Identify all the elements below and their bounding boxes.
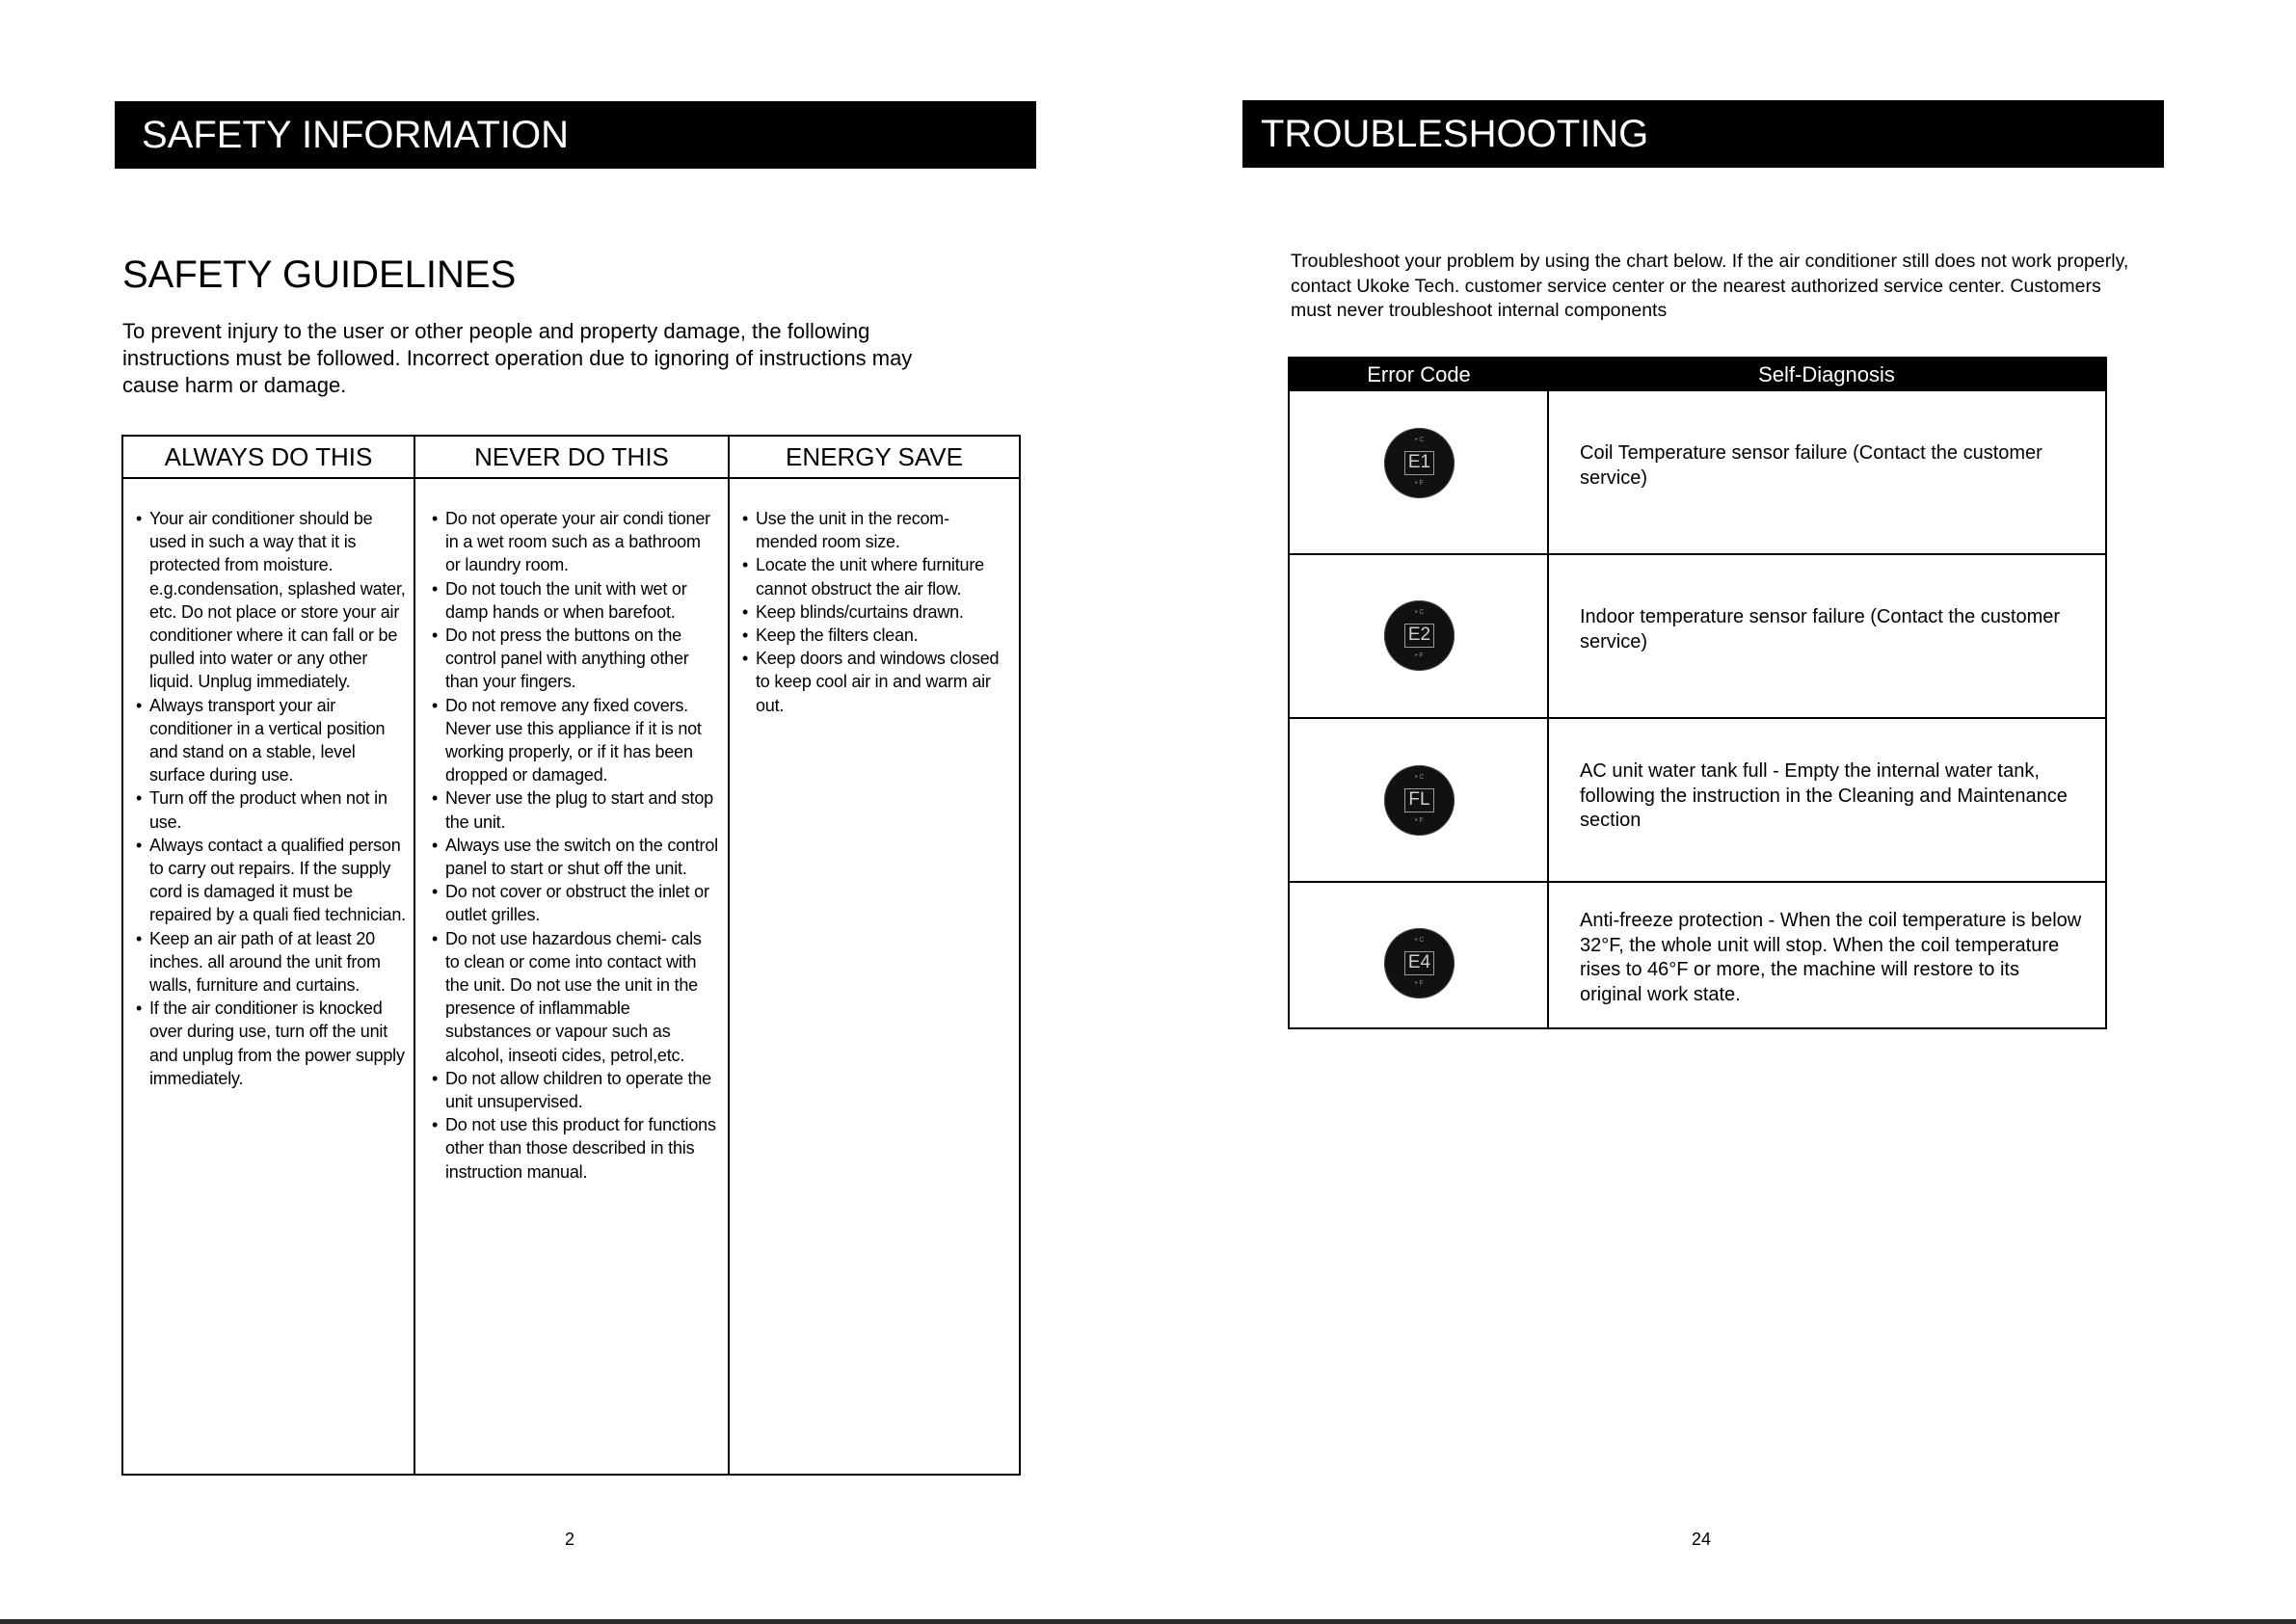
error-code-cell bbox=[1290, 391, 1547, 553]
celsius-indicator: • C bbox=[1415, 937, 1425, 944]
error-code-display: FL bbox=[1404, 788, 1434, 812]
list-item: • Do not use this product for functions other than those described in this instruction manual. bbox=[432, 1115, 716, 1182]
column-heading: NEVER DO THIS bbox=[415, 437, 728, 479]
display-panel-icon bbox=[1384, 428, 1455, 498]
bullet-list bbox=[136, 507, 406, 1090]
celsius-indicator: • C bbox=[1415, 437, 1425, 443]
fahrenheit-indicator: • F bbox=[1415, 480, 1424, 487]
list-item: • Keep an air path of at least 20 inches. all around the unit from walls, furniture and curtains. bbox=[136, 928, 381, 996]
list-item: • Keep blinds/curtains drawn. bbox=[742, 601, 964, 622]
celsius-indicator: • C bbox=[1415, 609, 1425, 616]
troubleshooting-banner: TROUBLESHOOTING bbox=[1242, 100, 2164, 168]
diagnosis-text: AC unit water tank full - Empty the internal water tank, following the instruction in the Cleaning and Maintenance section bbox=[1580, 760, 2068, 831]
fahrenheit-indicator: • F bbox=[1415, 980, 1424, 987]
bullet-list bbox=[742, 507, 1011, 717]
list-item: • Turn off the product when not in use. bbox=[136, 788, 387, 832]
self-diagnosis-header: Self-Diagnosis bbox=[1758, 362, 1895, 386]
error-code-display: E2 bbox=[1404, 624, 1434, 648]
list-item: • Do not cover or obstruct the inlet or outlet grilles. bbox=[432, 882, 709, 925]
list-item: • Do not touch the unit with wet or damp hands or when barefoot. bbox=[432, 578, 687, 622]
table-row bbox=[1290, 883, 2105, 1047]
fahrenheit-indicator: • F bbox=[1415, 652, 1424, 659]
list-item: • Do not remove any fixed covers. Never use this appliance if it is not working properly, or if it has been dropped or damaged. bbox=[432, 695, 702, 785]
list-item: • Do not press the buttons on the control panel with anything other than your fingers. bbox=[432, 626, 689, 692]
list-item: • Always use the switch on the control panel to start or shut off the unit. bbox=[432, 835, 718, 879]
column-heading: ENERGY SAVE bbox=[730, 437, 1019, 479]
list-item: • Never use the plug to start and stop the unit. bbox=[432, 788, 713, 832]
diagnosis-text: Anti-freeze protection - When the coil temperature is below 32°F, the whole unit will stop. When the coil temperature rises to 46°F or more, the machine will restore to its original work state. bbox=[1580, 910, 2082, 1005]
always-do-this-column bbox=[123, 437, 415, 1474]
scan-bottom-edge bbox=[0, 1619, 2296, 1624]
list-item: • Locate the unit where furniture cannot obstruct the air flow. bbox=[742, 555, 984, 599]
table-header bbox=[1290, 359, 2105, 391]
diagnosis-text: Coil Temperature sensor failure (Contact the customer service) bbox=[1580, 442, 2042, 489]
list-item: • Keep the filters clean. bbox=[742, 626, 919, 646]
table-row bbox=[1290, 719, 2105, 883]
safety-intro-text: To prevent injury to the user or other people and property damage, the following instructions must be followed. Incorrect operation due to ignoring of instructions may cause harm or damage. bbox=[122, 319, 913, 397]
error-code-display: E4 bbox=[1404, 951, 1434, 975]
table-row bbox=[1290, 555, 2105, 719]
error-code-cell bbox=[1290, 555, 1547, 717]
safety-information-banner: SAFETY INFORMATION bbox=[115, 101, 1036, 169]
display-panel-icon bbox=[1384, 765, 1455, 836]
list-item: • Your air conditioner should be used in such a way that it is protected from moisture. e.g.condensation, splashed water, etc. Do not place or store your air conditioner where it can fall or be pulled into water or any other liquid. Unplug immediately. bbox=[136, 509, 406, 692]
column-divider bbox=[1547, 391, 1549, 1027]
list-item: • If the air conditioner is knocked over during use, turn off the unit and unplug from the power supply immediately. bbox=[136, 998, 405, 1088]
list-item: • Do not allow children to operate the unit unsupervised. bbox=[432, 1068, 711, 1112]
celsius-indicator: • C bbox=[1415, 774, 1425, 781]
list-item: • Do not use hazardous chemi- cals to clean or come into contact with the unit. Do not use the unit in the presence of inflammable substances or vapour such as alcohol, inseoti cides, petrol,etc. bbox=[432, 928, 702, 1065]
page-number: 24 bbox=[1692, 1530, 1712, 1549]
column-heading: ALWAYS DO THIS bbox=[123, 437, 414, 479]
fahrenheit-indicator: • F bbox=[1415, 817, 1424, 824]
diagnosis-text: Indoor temperature sensor failure (Contact the customer service) bbox=[1580, 606, 2061, 652]
list-item: • Do not operate your air condi tioner in a wet room such as a bathroom or laundry room. bbox=[432, 509, 710, 575]
safety-guidelines-table bbox=[121, 435, 1021, 1476]
troubleshooting-table bbox=[1288, 357, 2107, 1029]
error-code-header: Error Code bbox=[1367, 362, 1471, 386]
error-code-cell bbox=[1290, 883, 1547, 1047]
energy-save-column bbox=[730, 437, 1019, 1474]
error-code-display: E1 bbox=[1404, 451, 1434, 475]
error-code-cell bbox=[1290, 719, 1547, 881]
list-item: • Use the unit in the recom- mended room size. bbox=[742, 509, 949, 552]
troubleshooting-intro-text: Troubleshoot your problem by using the chart below. If the air conditioner still does not work properly, contact Ukoke Tech. customer service center or the nearest authorized service center. Customers must never troubleshoot internal components bbox=[1291, 251, 2129, 321]
display-panel-icon bbox=[1384, 600, 1455, 671]
page-number: 2 bbox=[565, 1530, 575, 1549]
list-item: • Keep doors and windows closed to keep cool air in and warm air out. bbox=[742, 649, 1000, 715]
safety-guidelines-title: SAFETY GUIDELINES bbox=[122, 253, 517, 296]
display-panel-icon bbox=[1384, 928, 1455, 998]
list-item: • Always contact a qualified person to carry out repairs. If the supply cord is damaged it must be repaired by a quali fied technician. bbox=[136, 835, 406, 925]
never-do-this-column bbox=[415, 437, 730, 1474]
list-item: • Always transport your air conditioner in a vertical position and stand on a stable, level surface during use. bbox=[136, 695, 386, 785]
bullet-list bbox=[432, 507, 720, 1184]
table-row bbox=[1290, 391, 2105, 555]
